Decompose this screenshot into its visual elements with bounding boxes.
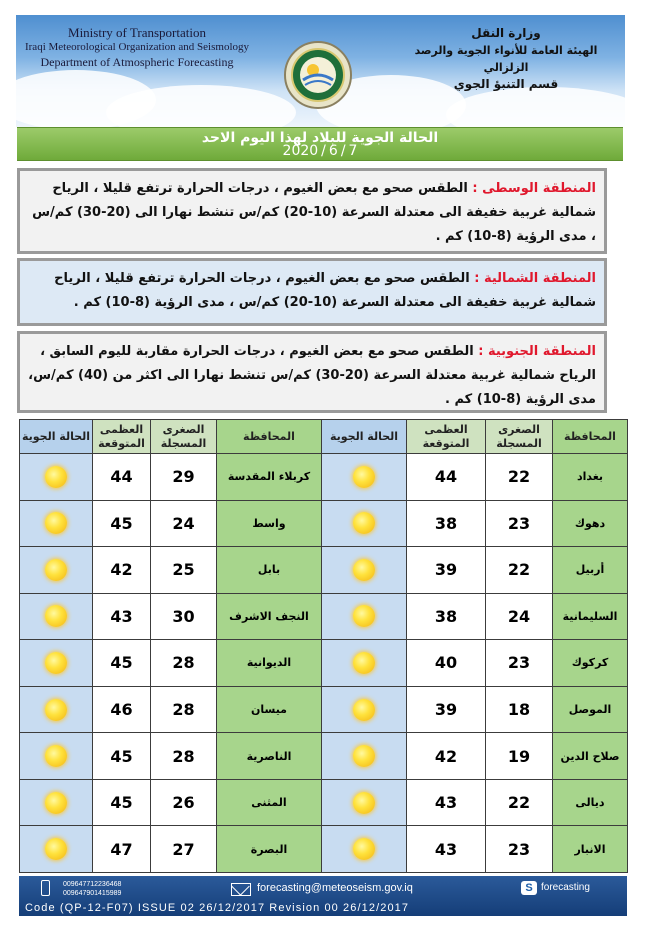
min-temp-cell: 24 <box>151 500 217 547</box>
min-temp-cell: 30 <box>151 593 217 640</box>
region-name: المنطقة الوسطى : <box>472 181 596 196</box>
condition-cell <box>322 640 407 687</box>
organization-name-ar: الهيئة العامة للأنواء الجوية والرصد الزلزالي <box>414 44 598 74</box>
min-temp-cell: 23 <box>486 826 553 873</box>
max-temp-cell: 45 <box>93 779 151 826</box>
sun-icon <box>353 512 375 534</box>
max-temp-cell: 43 <box>93 593 151 640</box>
min-temp-cell: 22 <box>486 454 553 501</box>
sun-icon <box>45 838 67 860</box>
phone-number: 009647712236468 <box>63 881 122 888</box>
governorate-cell: ميسان <box>217 686 322 733</box>
governorate-cell: ديالى <box>553 779 628 826</box>
sun-icon <box>45 792 67 814</box>
min-temp-cell: 22 <box>486 547 553 594</box>
document-code: Code (QP-12-F07) ISSUE 02 26/12/2017 Revision 00 26/12/2017 <box>25 902 410 914</box>
governorate-cell: واسط <box>217 500 322 547</box>
title-bar <box>17 127 623 161</box>
report-date: 2020 / 6 / 7 <box>282 143 358 159</box>
department-name-en: Department of Atmospheric Forecasting <box>40 55 234 69</box>
sun-icon <box>45 605 67 627</box>
sun-icon <box>45 559 67 581</box>
header-banner <box>16 15 625 127</box>
table-row <box>20 686 628 733</box>
skype-handle[interactable]: forecasting <box>541 882 590 893</box>
governorate-cell: المثنى <box>217 779 322 826</box>
department-name-ar: قسم التنبؤ الجوي <box>453 77 559 91</box>
max-temp-cell: 43 <box>407 826 486 873</box>
condition-cell <box>20 826 93 873</box>
governorate-cell: أربيل <box>553 547 628 594</box>
header-min-recorded: الصغرى المسجلة <box>151 420 217 454</box>
condition-cell <box>322 733 407 780</box>
governorate-cell: الموصل <box>553 686 628 733</box>
phone-numbers <box>63 880 121 898</box>
sun-icon <box>353 466 375 488</box>
condition-cell <box>322 826 407 873</box>
max-temp-cell: 39 <box>407 686 486 733</box>
condition-cell <box>20 593 93 640</box>
condition-cell <box>322 547 407 594</box>
header-condition: الحالة الجوية <box>20 420 93 454</box>
table-row <box>20 500 628 547</box>
sun-icon <box>45 745 67 767</box>
max-temp-cell: 45 <box>93 500 151 547</box>
sun-icon <box>353 792 375 814</box>
sun-icon <box>353 699 375 721</box>
region-forecast-text: الطقس صحو مع بعض الغيوم ، درجات الحرارة ترتفع قليلا ، الرياح شمالية غربية خفيفة الى معتدلة السرعة (10-20) كم/س تنشط نهارا الى (20-30) كم/س ، مدى الرؤية (8-10) كم . <box>32 181 596 244</box>
governorate-cell: كركوك <box>553 640 628 687</box>
condition-cell <box>20 779 93 826</box>
max-temp-cell: 45 <box>93 640 151 687</box>
header-min-recorded: الصغرى المسجلة <box>486 420 553 454</box>
mail-icon <box>231 883 251 896</box>
condition-cell <box>20 547 93 594</box>
temperature-table <box>19 419 628 873</box>
phone-icon <box>41 880 50 896</box>
header-max-expected: العظمى المتوقعة <box>93 420 151 454</box>
governorate-cell: البصرة <box>217 826 322 873</box>
region-forecast-text: الطقس صحو مع بعض الغيوم ، درجات الحرارة ترتفع قليلا ، الرياح شمالية غربية خفيفة الى معتدلة السرعة (10-20) كم/س ، مدى الرؤية (8-10) كم . <box>54 271 596 310</box>
sun-icon <box>353 652 375 674</box>
condition-cell <box>322 593 407 640</box>
condition-cell <box>20 500 93 547</box>
min-temp-cell: 29 <box>151 454 217 501</box>
condition-cell <box>322 454 407 501</box>
condition-cell <box>20 454 93 501</box>
governorate-cell: دهوك <box>553 500 628 547</box>
organization-logo <box>283 40 353 110</box>
sun-icon <box>45 699 67 721</box>
condition-cell <box>322 779 407 826</box>
max-temp-cell: 38 <box>407 593 486 640</box>
table-row <box>20 733 628 780</box>
min-temp-cell: 19 <box>486 733 553 780</box>
ministry-name-ar: وزارة النقل <box>471 26 541 40</box>
min-temp-cell: 22 <box>486 779 553 826</box>
governorate-cell: الديوانية <box>217 640 322 687</box>
min-temp-cell: 28 <box>151 733 217 780</box>
min-temp-cell: 28 <box>151 640 217 687</box>
header-governorate: المحافظة <box>217 420 322 454</box>
sun-icon <box>353 559 375 581</box>
date-day: 7 <box>348 143 358 159</box>
sun-icon <box>45 652 67 674</box>
max-temp-cell: 43 <box>407 779 486 826</box>
skype-icon: S <box>521 881 537 895</box>
region-name: المنطقة الجنوبية : <box>478 344 596 359</box>
header-english-block <box>22 25 252 70</box>
max-temp-cell: 38 <box>407 500 486 547</box>
region-north <box>17 258 607 326</box>
governorate-cell: صلاح الدين <box>553 733 628 780</box>
governorate-cell: بغداد <box>553 454 628 501</box>
region-south <box>17 331 607 413</box>
min-temp-cell: 23 <box>486 640 553 687</box>
header-governorate: المحافظة <box>553 420 628 454</box>
header-arabic-block <box>401 25 611 93</box>
condition-cell <box>322 500 407 547</box>
min-temp-cell: 26 <box>151 779 217 826</box>
table-row <box>20 640 628 687</box>
governorate-cell: بابل <box>217 547 322 594</box>
region-central <box>17 168 607 254</box>
sun-icon <box>353 838 375 860</box>
header-condition: الحالة الجوية <box>322 420 407 454</box>
max-temp-cell: 44 <box>93 454 151 501</box>
governorate-cell: النجف الاشرف <box>217 593 322 640</box>
footer-bar <box>19 876 627 916</box>
governorate-cell: الانبار <box>553 826 628 873</box>
date-year: 2020 <box>282 143 319 159</box>
table-header-row <box>20 420 628 454</box>
min-temp-cell: 25 <box>151 547 217 594</box>
governorate-cell: السليمانية <box>553 593 628 640</box>
min-temp-cell: 23 <box>486 500 553 547</box>
max-temp-cell: 44 <box>407 454 486 501</box>
sun-icon <box>45 512 67 534</box>
max-temp-cell: 42 <box>93 547 151 594</box>
phone-number: 009647901415989 <box>63 890 122 897</box>
min-temp-cell: 24 <box>486 593 553 640</box>
date-month: 6 <box>328 143 338 159</box>
sun-icon <box>45 466 67 488</box>
max-temp-cell: 45 <box>93 733 151 780</box>
max-temp-cell: 46 <box>93 686 151 733</box>
min-temp-cell: 18 <box>486 686 553 733</box>
condition-cell <box>20 733 93 780</box>
min-temp-cell: 28 <box>151 686 217 733</box>
max-temp-cell: 47 <box>93 826 151 873</box>
condition-cell <box>20 686 93 733</box>
max-temp-cell: 39 <box>407 547 486 594</box>
email-link[interactable]: forecasting@meteoseism.gov.iq <box>257 882 413 894</box>
table-row <box>20 454 628 501</box>
region-name: المنطقة الشمالية : <box>474 271 596 286</box>
max-temp-cell: 40 <box>407 640 486 687</box>
report-title: الحالة الجوية للبلاد لهذا اليوم الاحد <box>201 130 439 146</box>
governorate-cell: الناصرية <box>217 733 322 780</box>
sun-icon <box>353 605 375 627</box>
condition-cell <box>322 686 407 733</box>
max-temp-cell: 42 <box>407 733 486 780</box>
condition-cell <box>20 640 93 687</box>
region-forecast-text: الطقس صحو مع بعض الغيوم ، درجات الحرارة مقاربة لليوم السابق ، الرياح شمالية غربية معتدلة السرعة (20-30) كم/س تنشط نهارا الى اكثر من (40) كم/س، مدى الرؤية (8-10) كم . <box>28 344 596 407</box>
table-row <box>20 547 628 594</box>
table-row <box>20 779 628 826</box>
organization-name-en: Iraqi Meteorological Organization and Seismology <box>24 41 250 53</box>
table-row <box>20 826 628 873</box>
governorate-cell: كربلاء المقدسة <box>217 454 322 501</box>
table-row <box>20 593 628 640</box>
cloud-decoration <box>446 87 625 127</box>
header-max-expected: العظمى المتوقعة <box>407 420 486 454</box>
min-temp-cell: 27 <box>151 826 217 873</box>
sun-icon <box>353 745 375 767</box>
ministry-name-en: Ministry of Transportation <box>68 25 206 40</box>
